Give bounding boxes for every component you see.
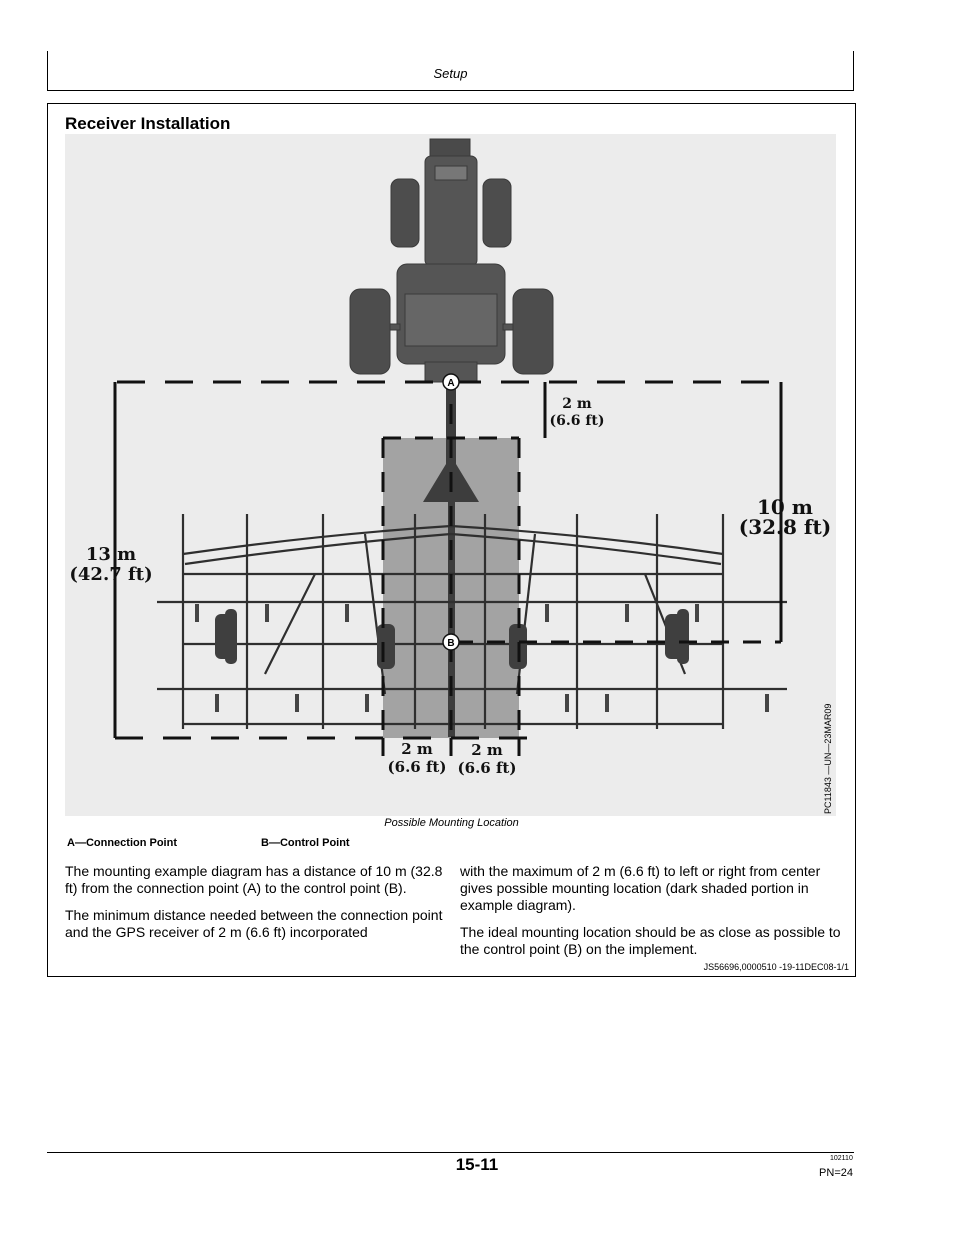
body-right-column (460, 863, 845, 968)
diagram-svg (65, 134, 836, 816)
paragraph: The minimum distance needed between the connection point and the GPS receiver of 2 m (6.6 ft) incorporated (65, 907, 443, 940)
page-pn: PN=24 (819, 1167, 853, 1179)
legend-control-point: B—Control Point (261, 837, 350, 849)
legend-connection-point: A—Connection Point (67, 837, 177, 849)
content-box (47, 103, 856, 977)
tractor-illustration (350, 139, 553, 382)
footer-code: 102110 (830, 1155, 853, 1162)
dim-13ft: (42.7 ft) (69, 564, 153, 585)
dim-bottom-right-ft: (6.6 ft) (457, 759, 517, 777)
section-title: Receiver Installation (65, 114, 231, 133)
page-number: 15-11 (455, 1155, 499, 1174)
dim-top-ft: (6.6 ft) (549, 413, 605, 429)
figure-caption: Possible Mounting Location (384, 817, 519, 829)
dim-bottom-left-ft: (6.6 ft) (387, 758, 447, 776)
dim-bottom-right-m: 2 m (471, 741, 503, 759)
dim-10ft: (32.8 ft) (738, 515, 832, 539)
reference-code: JS56696,0000510 -19-11DEC08-1/1 (703, 962, 849, 972)
figure-id: PC11843 —UN—23MAR09 (823, 703, 833, 814)
paragraph: The ideal mounting location should be as close as possible to the control point (B) on the implement. (460, 924, 841, 957)
paragraph: with the maximum of 2 m (6.6 ft) to left or right from center gives possible mounting location (dark shaded portion in example diagram). (460, 863, 821, 913)
mounting-diagram (65, 134, 836, 816)
callout-b (443, 634, 459, 650)
footer-divider (47, 1152, 854, 1153)
dim-10m: 10 m (757, 495, 813, 519)
dim-top-m: 2 m (562, 396, 592, 412)
svg-text:A: A (447, 378, 455, 389)
dim-bottom-left-m: 2 m (401, 740, 433, 758)
svg-text:B: B (447, 638, 455, 649)
page-header (47, 51, 854, 91)
body-left-column (65, 863, 443, 951)
paragraph: The mounting example diagram has a distance of 10 m (32.8 ft) from the connection point (A) to the control point (B). (65, 863, 443, 896)
dim-13m: 13 m (85, 544, 137, 565)
callout-a (443, 374, 459, 390)
header-title: Setup (433, 66, 468, 81)
